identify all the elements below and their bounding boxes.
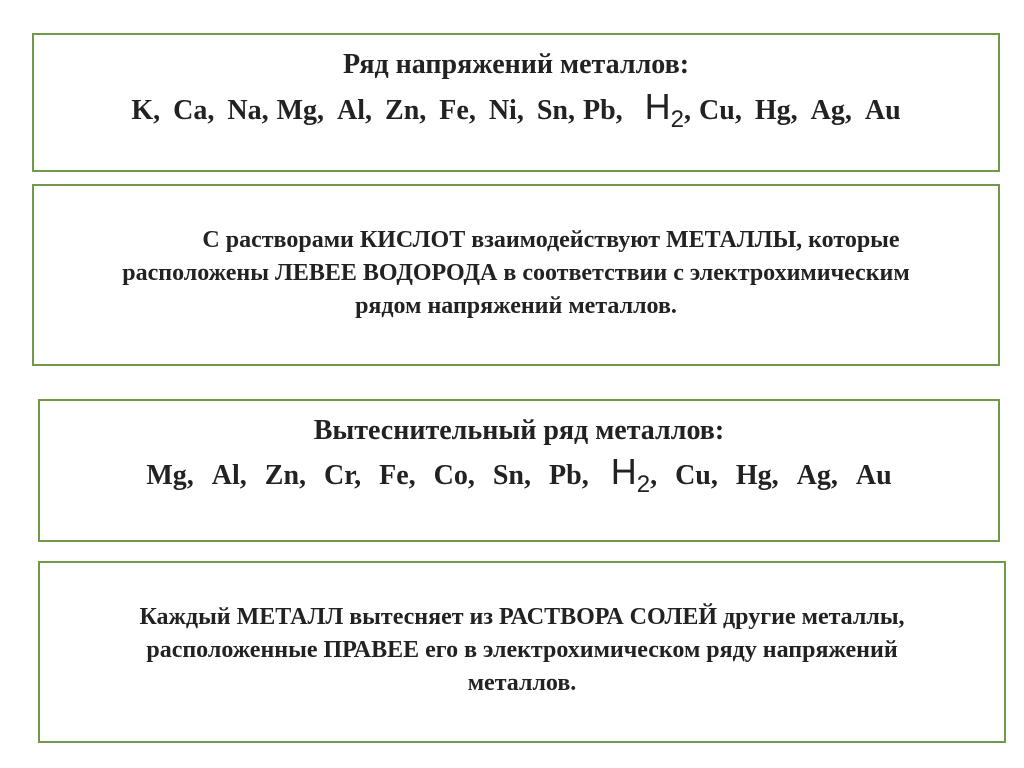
metal-sn: Sn,	[492, 460, 532, 491]
metal-pb: Pb,	[549, 460, 589, 491]
hydrogen-symbol: $H_2$	[644, 86, 685, 133]
acids-rule-box	[32, 184, 1000, 366]
metal-mg: Mg,	[146, 460, 194, 491]
displacement-series-row	[40, 451, 998, 498]
salts-rule-line: Каждый МЕТАЛЛ вытесняет из РАСТВОРА СОЛЕЙ другие металлы,	[139, 604, 905, 630]
acids-rule-line: рядом напряжений металлов.	[355, 293, 677, 319]
acids-rule-line: С растворами КИСЛОТ взаимодействуют МЕТАЛЛЫ, которые	[202, 227, 900, 253]
hydrogen-comma: ,	[684, 95, 692, 126]
metal-fe: Fe,	[379, 460, 416, 491]
metal-sn: Sn,	[536, 95, 575, 126]
salts-rule-box	[38, 561, 1006, 743]
metal-cr: Cr,	[324, 460, 362, 491]
metal-al: Al,	[337, 95, 373, 126]
metal-fe: Fe,	[439, 95, 476, 126]
metal-ag: Ag,	[796, 460, 838, 491]
metal-zn: Zn,	[264, 460, 307, 491]
metal-hg: Hg,	[735, 460, 779, 491]
metal-co: Co,	[433, 460, 475, 491]
acids-rule-text	[34, 224, 998, 323]
acids-rule-line: расположены ЛЕВЕЕ ВОДОРОДА в соответствии с электрохимическим	[122, 260, 910, 286]
metal-pb: Pb,	[582, 95, 623, 126]
metal-au: Au	[855, 460, 892, 491]
hydrogen-symbol: $H_2$	[610, 451, 651, 498]
metal-al: Al,	[211, 460, 247, 491]
metal-mg: Mg,	[276, 95, 325, 126]
displacement-series-box	[38, 399, 1000, 542]
salts-rule-line: расположенные ПРАВЕЕ его в электрохимическом ряду напряжений	[146, 637, 898, 663]
activity-series-row	[34, 86, 998, 133]
metal-zn: Zn,	[385, 95, 427, 126]
metal-ca: Ca,	[173, 95, 215, 126]
metal-k: K,	[131, 95, 161, 126]
metal-ni: Ni,	[488, 95, 524, 126]
metal-hg: Hg,	[754, 95, 798, 126]
displacement-series-heading: Вытеснительный ряд металлов:	[313, 415, 725, 446]
metal-cu: Cu,	[675, 460, 718, 491]
metal-cu: Cu,	[699, 95, 742, 126]
metal-ag: Ag,	[810, 95, 852, 126]
activity-series-heading: Ряд напряжений металлов:	[342, 49, 690, 80]
metal-au: Au	[864, 95, 901, 126]
salts-rule-text	[40, 601, 1004, 700]
salts-rule-line: металлов.	[467, 670, 577, 696]
hydrogen-comma: ,	[650, 460, 658, 491]
metal-na: Na,	[227, 95, 269, 126]
activity-series-box	[32, 33, 1000, 172]
